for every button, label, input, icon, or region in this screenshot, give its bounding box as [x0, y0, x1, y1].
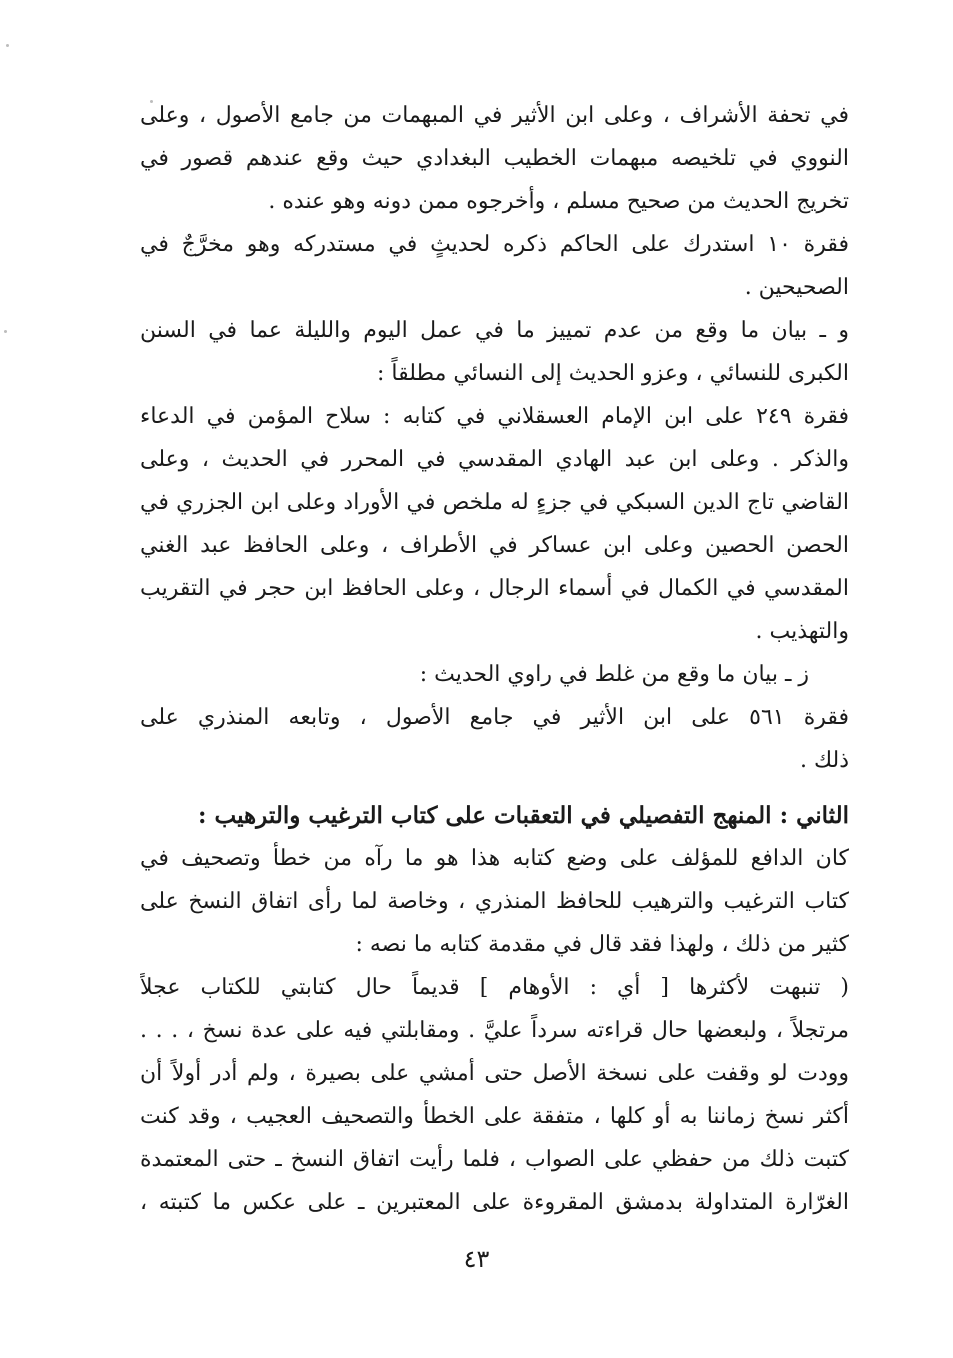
text-line: والتهذيب .: [755, 619, 849, 644]
text-line: الصحيحين .: [744, 275, 849, 300]
paragraph-5: [140, 653, 849, 696]
text-line: فقرة ٢٤٩ على ابن الإمام العسقلاني في كتابه : سلاح المؤمن في الدعاء: [140, 404, 849, 429]
scan-speck: [150, 100, 153, 103]
paragraph-4: [140, 395, 849, 653]
text-line: المقدسي في الكمال في أسماء الرجال ، وعلى الحافظ ابن حجر في التقريب: [140, 576, 849, 601]
paragraph-3: [140, 309, 849, 395]
scan-speck: [4, 330, 7, 333]
section-heading: الثاني : المنهج التفصيلي في التعقبات على كتاب الترغيب والترهيب :: [198, 802, 849, 829]
text-line: النووي في تلخيصه مبهمات الخطيب البغدادي حيث وقع عندهم قصور في: [140, 146, 849, 171]
text-line: كتبت ذلك من حفظي على الصواب ، فلما رأيت اتفاق النسخ ـ حتى المعتمدة: [140, 1147, 849, 1172]
text-line: الحصن الحصين وعلى ابن عساكر في الأطراف ، وعلى الحافظ عبد الغني: [140, 533, 849, 558]
text-line: القاضي تاج الدين السبكي في جزءٍ له ملخص في الأوراد وعلى ابن الجزري في: [140, 490, 849, 515]
text-line: في تحفة الأشراف ، وعلى ابن الأثير في المبهمات من جامع الأصول ، وعلى: [140, 103, 849, 128]
paragraph-6: [140, 696, 849, 782]
text-line: وودت لو وقفت على نسخة الأصل حتى أمشي على بصيرة ، ولم أدر أولاً أن: [140, 1061, 849, 1086]
text-line: كثير من ذلك ، ولهذا فقد قال في مقدمة كتابه ما نصه :: [355, 932, 849, 957]
text-line: فقرة ٥٦١ على ابن الأثير في جامع الأصول ، وتابعه المنذري على: [140, 705, 849, 730]
text-line: ز ـ بيان ما وقع من غلط في راوي الحديث :: [419, 662, 809, 687]
text-line: و ـ بيان ما وقع من عدم تمييز ما في عمل اليوم والليلة عما في السنن: [140, 318, 849, 343]
paragraph-1: [140, 94, 849, 223]
text-line: مرتجلاً ، ولبعضها حال قراءته سرداً عليَّ . ومقابلتي فيه على عدة نسخ ، . . .: [140, 1018, 849, 1043]
text-line: الغرّارة المتداولة بدمشق المقروءة على المعتبرين ـ على عكس ما كتبته ،: [140, 1190, 849, 1215]
text-line: ذلك .: [799, 748, 849, 773]
page-body: [140, 94, 849, 1224]
text-line: أكثر نسخ زماننا به أو كلها ، متفقة على الخطأ والتصحيف العجيب ، وقد كنت: [140, 1104, 849, 1129]
page-number: ٤٣: [463, 1245, 490, 1273]
text-line: كتاب الترغيب والترهيب للحافظ المنذري ، وخاصة لما رأى اتفاق النسخ على: [140, 889, 849, 914]
text-line: والذكر . وعلى ابن عبد الهادي المقدسي في المحرر في الحديث ، وعلى: [140, 447, 849, 472]
section-gap: [140, 782, 849, 794]
text-line: ( تنبهت لأكثرها [ أي : الأوهام ] قديماً حال كتابتي للكتاب عجلاً: [140, 975, 849, 1000]
paragraph-2: [140, 223, 849, 309]
scan-speck: [6, 44, 9, 47]
text-line: كان الدافع للمؤلف على وضع كتابه هذا هو ما رآه من خطأ وتصحيف في: [140, 846, 849, 871]
text-line: فقرة ١٠ استدرك على الحاكم ذكره لحديثٍ في مستدركه وهو مخرَّجٌ في: [140, 232, 849, 257]
text-line: تخريج الحديث من صحيح مسلم ، وأخرجوه ممن دونه وهو عنده .: [268, 189, 849, 214]
paragraph-7: [140, 837, 849, 966]
paragraph-8-quote: [140, 966, 849, 1224]
text-line: الكبرى للنسائي ، وعزو الحديث إلى النسائي مطلقاً :: [377, 361, 849, 386]
